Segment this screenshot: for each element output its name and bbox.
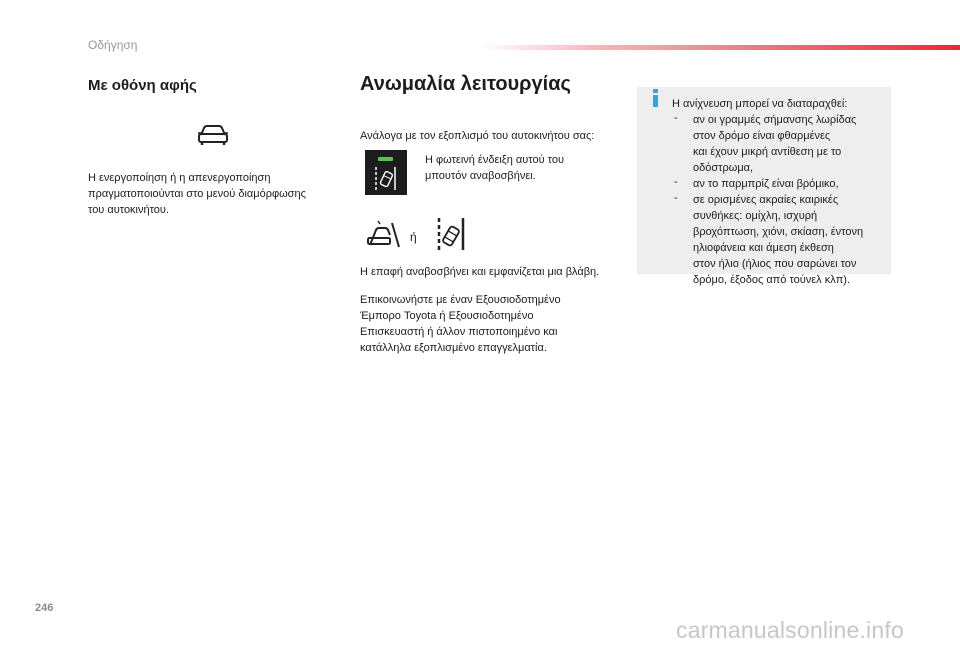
equipment-intro: Ανάλογα με τον εξοπλισμό του αυτοκινήτου σας:	[360, 130, 595, 142]
contact-text-1: Επικοινωνήστε με έναν Εξουσιοδοτημένο	[360, 294, 561, 306]
contact-text-2: Έμπορο Toyota ή Εξουσιοδοτημένο	[360, 310, 534, 322]
contact-text-3: Επισκευαστή ή άλλον πιστοποιημένο και	[360, 326, 558, 338]
info-dash-2: -	[674, 176, 678, 188]
info-item-3-line-1: σε ορισμένες ακραίες καιρικές	[693, 194, 839, 206]
touchscreen-text-3: του αυτοκινήτου.	[88, 204, 170, 216]
info-dash-3: -	[674, 192, 678, 204]
info-icon	[649, 89, 663, 112]
touchscreen-text-2: πραγματοποιούνται στο μενού διαμόρφωσης	[88, 188, 306, 200]
touchscreen-title: Με οθόνη αφής	[88, 77, 197, 94]
info-item-3-line-3: βροχόπτωση, χιόνι, σκίαση, έντονη	[693, 226, 864, 238]
car-icon	[196, 124, 230, 151]
info-item-2-line-1: αν το παρμπρίζ είναι βρόμικο,	[693, 178, 839, 190]
or-text: ή	[410, 230, 417, 244]
info-item-1-line-4: οδόστρωμα,	[693, 162, 754, 174]
lane-warning-icon	[366, 220, 402, 255]
info-item-3-line-6: δρόμο, έξοδος από τούνελ κλπ).	[693, 274, 851, 286]
lane-assist-button-icon	[365, 150, 407, 195]
lane-departure-icon	[434, 216, 468, 257]
info-intro: Η ανίχνευση μπορεί να διαταραχθεί:	[672, 98, 848, 110]
page-number: 246	[35, 602, 54, 614]
info-item-1-line-3: και έχουν μικρή αντίθεση με το	[693, 146, 842, 158]
contact-text-4: κατάλληλα εξοπλισμένο επαγγελματία.	[360, 342, 547, 354]
info-item-3-line-5: στον ήλιο (ήλιος που σαρώνει τον	[693, 258, 857, 270]
warning-text: Η επαφή αναβοσβήνει και εμφανίζεται μια βλάβη.	[360, 266, 600, 278]
header-accent-line	[480, 45, 960, 50]
touchscreen-text-1: Η ενεργοποίηση ή η απενεργοποίηση	[88, 172, 271, 184]
info-item-1-line-1: αν οι γραμμές σήμανσης λωρίδας	[693, 114, 857, 126]
watermark: carmanualsonline.info	[676, 617, 904, 643]
button-text-2: μπουτόν αναβοσβήνει.	[425, 170, 536, 182]
button-text-1: Η φωτεινή ένδειξη αυτού του	[425, 154, 564, 166]
malfunction-title: Ανωμαλία λειτουργίας	[360, 73, 571, 95]
info-item-3-line-2: συνθήκες: ομίχλη, ισχυρή	[693, 210, 818, 222]
info-dash-1: -	[674, 112, 678, 124]
section-header: Οδήγηση	[88, 38, 138, 52]
info-item-1-line-2: στον δρόμο είναι φθαρμένες	[693, 130, 831, 142]
info-item-3-line-4: ηλιοφάνεια και άμεση έκθεση	[693, 242, 834, 254]
